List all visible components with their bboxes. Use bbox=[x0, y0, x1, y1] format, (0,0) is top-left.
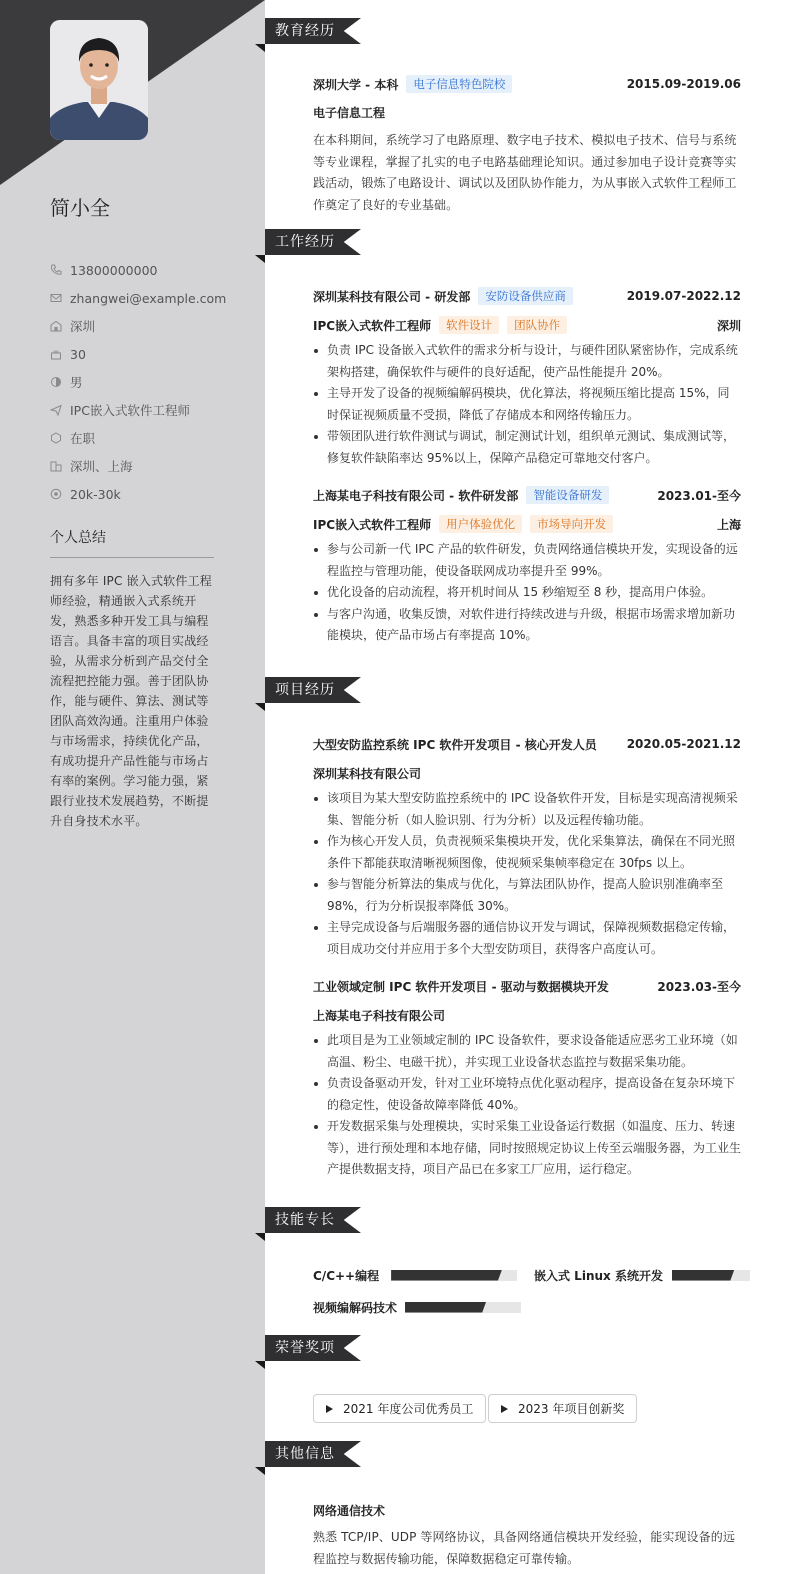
other-desc: 熟悉 TCP/IP、UDP 等网络协议，具备网络通信模块开发经验，能实现设备的远程监控与数据传输功能，保障数据稳定可靠传输。 bbox=[313, 1530, 735, 1566]
project-company-row bbox=[313, 764, 741, 782]
city-icon bbox=[50, 460, 62, 472]
info-gender bbox=[50, 368, 226, 396]
section-other bbox=[255, 1441, 363, 1467]
project-company: 上海某电子科技有限公司 bbox=[313, 1008, 446, 1023]
bullet-item: 该项目为某大型安防监控系统中的 IPC 设备软件开发，目标是实现高清视频采集、智能分析（如人脸识别、行为分析）以及远程传输功能。 bbox=[313, 788, 741, 831]
company-name: 深圳某科技有限公司 - 研发部 bbox=[313, 289, 471, 304]
contact-info-list bbox=[50, 256, 226, 508]
skill-chip: 团队协作 bbox=[507, 316, 567, 334]
project-title: 大型安防监控系统 IPC 软件开发项目 - 核心开发人员 bbox=[313, 737, 597, 752]
bullet-item: 主导完成设备与后端服务器的通信协议开发与调试，保障视频数据稳定传输，项目成功交付并应用于多个大型安防项目，获得客户高度认可。 bbox=[313, 917, 741, 960]
skill-name: 嵌入式 Linux 系统开发 bbox=[534, 1268, 663, 1283]
skill-bar bbox=[391, 1270, 517, 1281]
section-education bbox=[255, 18, 363, 44]
info-city bbox=[50, 452, 226, 480]
company-name: 上海某电子科技有限公司 - 软件研发部 bbox=[313, 488, 519, 503]
info-text: 男 bbox=[70, 375, 83, 390]
role-row bbox=[313, 316, 741, 334]
other-title: 网络通信技术 bbox=[313, 1503, 386, 1518]
info-text: 深圳、上海 bbox=[70, 459, 133, 474]
project-bullets bbox=[313, 788, 741, 960]
ribbon-fold bbox=[255, 44, 265, 52]
info-text: 在职 bbox=[70, 431, 96, 446]
bullet-item: 此项目是为工业领域定制的 IPC 设备软件，要求设备能适应恶劣工业环境（如高温、粉尘、电磁干扰），并实现工业设备状态监控与数据采集功能。 bbox=[313, 1030, 741, 1073]
candidate-name: 简小全 bbox=[50, 196, 110, 220]
bullet-item: 负责设备驱动开发，针对工业环境特点优化驱动程序，提高设备在复杂环境下的稳定性，使设备故障率降低 40%。 bbox=[313, 1073, 741, 1116]
company-tag: 安防设备供应商 bbox=[478, 287, 573, 305]
role-row bbox=[313, 515, 741, 533]
skill-bar bbox=[405, 1302, 521, 1313]
section-title: 项目经历 bbox=[275, 682, 335, 698]
skill-item bbox=[313, 1268, 517, 1282]
bullet-item: 优化设备的启动流程，将开机时间从 15 秒缩短至 8 秒，提高用户体验。 bbox=[313, 582, 741, 604]
work-item-1 bbox=[313, 287, 741, 469]
other-title-row bbox=[313, 1501, 741, 1519]
play-icon bbox=[326, 1405, 333, 1413]
ribbon-fold bbox=[255, 1467, 265, 1475]
info-text: 13800000000 bbox=[70, 262, 158, 278]
bullet-item: 主导开发了设备的视频编解码模块，优化算法，将视频压缩比提高 15%，同时保证视频质量不受损，降低了存储成本和网络传输压力。 bbox=[313, 383, 741, 426]
section-skills bbox=[255, 1207, 363, 1233]
bullet-item: 带领团队进行软件测试与调试，制定测试计划，组织单元测试、集成测试等，修复软件缺陷率达 95%以上，保障产品稳定可靠地交付客户。 bbox=[313, 426, 741, 469]
work-bullets bbox=[313, 539, 741, 647]
project-title: 工业领域定制 IPC 软件开发项目 - 驱动与数据模块开发 bbox=[313, 979, 609, 994]
award-item bbox=[313, 1394, 486, 1423]
info-text: 30 bbox=[70, 346, 86, 362]
work-city: 深圳 bbox=[716, 318, 741, 333]
section-projects bbox=[255, 677, 363, 703]
project-date: 2020.05-2021.12 bbox=[626, 737, 741, 751]
award-item bbox=[488, 1394, 637, 1423]
skill-item bbox=[534, 1268, 750, 1282]
bullet-item: 作为核心开发人员，负责视频采集模块开发，优化采集算法，确保在不同光照条件下都能获取清晰视频图像，使视频采集帧率稳定在 30fps 以上。 bbox=[313, 831, 741, 874]
work-header bbox=[313, 287, 741, 305]
section-title: 工作经历 bbox=[275, 234, 335, 250]
play-icon bbox=[501, 1405, 508, 1413]
project-date: 2023.03-至今 bbox=[657, 979, 741, 994]
role-title: IPC嵌入式软件工程师 bbox=[313, 318, 432, 333]
section-work bbox=[255, 229, 363, 255]
info-age bbox=[50, 340, 226, 368]
project-item-1 bbox=[313, 735, 741, 960]
job-icon bbox=[50, 404, 62, 416]
project-company-row bbox=[313, 1006, 741, 1024]
skill-level-fill bbox=[391, 1270, 502, 1281]
status-icon bbox=[50, 432, 62, 444]
work-date: 2019.07-2022.12 bbox=[626, 289, 741, 303]
info-salary bbox=[50, 480, 226, 508]
bullet-item: 开发数据采集与处理模块，实时采集工业设备运行数据（如温度、压力、转速等），进行预处理和本地存储，同时按照规定协议上传至云端服务器，为工业生产提供数据支持，项目产品已在多家工厂应用，运行稳定。 bbox=[313, 1116, 741, 1181]
education-desc: 在本科期间，系统学习了电路原理、数字电子技术、模拟电子技术、信号与系统等专业课程，掌握了扎实的电子电路基础理论知识。通过参加电子设计竞赛等实践活动，锻炼了电路设计、调试以及团队协作能力，为从事嵌入式软件工程师工作奠定了良好的专业基础。 bbox=[313, 133, 737, 212]
education-header bbox=[313, 75, 741, 93]
ribbon-fold bbox=[255, 703, 265, 711]
skill-chip: 软件设计 bbox=[439, 316, 499, 334]
project-header bbox=[313, 977, 741, 995]
major-name: 电子信息工程 bbox=[313, 105, 386, 120]
gender-icon bbox=[50, 376, 62, 388]
info-text: 20k-30k bbox=[70, 486, 121, 502]
major-row bbox=[313, 103, 741, 121]
section-honors bbox=[255, 1335, 363, 1361]
summary-title: 个人总结 bbox=[50, 527, 214, 558]
bullet-item: 参与公司新一代 IPC 产品的软件研发，负责网络通信模块开发，实现设备的远程监控与管理功能，使设备联网成功率提升至 99%。 bbox=[313, 539, 741, 582]
project-company: 深圳某科技有限公司 bbox=[313, 766, 422, 781]
education-date: 2015.09-2019.06 bbox=[626, 77, 741, 91]
ribbon-fold bbox=[255, 1361, 265, 1369]
project-header bbox=[313, 735, 741, 753]
skill-name: 视频编解码技术 bbox=[313, 1300, 398, 1315]
work-header bbox=[313, 486, 741, 504]
award-name: 2023 年项目创新奖 bbox=[518, 1402, 625, 1416]
info-text: 深圳 bbox=[70, 319, 96, 334]
bullet-item: 参与智能分析算法的集成与优化，与算法团队协作，提高人脸识别准确率至 98%，行为分析误报率降低 30%。 bbox=[313, 874, 741, 917]
work-city: 上海 bbox=[716, 517, 741, 532]
info-location bbox=[50, 312, 226, 340]
info-text: IPC嵌入式软件工程师 bbox=[70, 403, 190, 418]
school-name: 深圳大学 - 本科 bbox=[313, 77, 399, 92]
project-item-2 bbox=[313, 977, 741, 1181]
ribbon-fold bbox=[255, 255, 265, 263]
skill-name: C/C++编程 bbox=[313, 1268, 380, 1283]
company-tag: 智能设备研发 bbox=[526, 486, 609, 504]
info-text: zhangwei@example.com bbox=[70, 290, 227, 306]
ribbon-fold bbox=[255, 1233, 265, 1241]
skill-chip: 用户体验优化 bbox=[439, 515, 522, 533]
section-title: 技能专长 bbox=[275, 1212, 335, 1228]
project-bullets bbox=[313, 1030, 741, 1181]
award-name: 2021 年度公司优秀员工 bbox=[343, 1402, 474, 1416]
work-date: 2023.01-至今 bbox=[657, 488, 741, 503]
role-title: IPC嵌入式软件工程师 bbox=[313, 517, 432, 532]
skill-level-fill bbox=[672, 1270, 734, 1281]
info-phone bbox=[50, 256, 226, 284]
info-email bbox=[50, 284, 226, 312]
skill-item bbox=[313, 1300, 521, 1314]
other-block bbox=[313, 1501, 741, 1570]
bullet-item: 与客户沟通，收集反馈，对软件进行持续改进与升级，根据市场需求增加新功能模块，使产品市场占有率提高 10%。 bbox=[313, 604, 741, 647]
skill-bar bbox=[672, 1270, 750, 1281]
bullet-item: 负责 IPC 设备嵌入式软件的需求分析与设计，与硬件团队紧密协作，完成系统架构搭建，确保软件与硬件的良好适配，使产品性能提升 20%。 bbox=[313, 340, 741, 383]
info-job bbox=[50, 396, 226, 424]
skill-chip: 市场导向开发 bbox=[530, 515, 613, 533]
age-icon bbox=[50, 348, 62, 360]
section-title: 荣誉奖项 bbox=[275, 1340, 335, 1356]
phone-icon bbox=[50, 264, 62, 276]
mail-icon bbox=[50, 292, 62, 304]
location-icon bbox=[50, 320, 62, 332]
sidebar bbox=[0, 0, 265, 1574]
education-block bbox=[313, 75, 741, 216]
section-title: 其他信息 bbox=[275, 1446, 335, 1462]
salary-icon bbox=[50, 488, 62, 500]
work-item-2 bbox=[313, 486, 741, 647]
school-tag: 电子信息特色院校 bbox=[406, 75, 512, 93]
work-bullets bbox=[313, 340, 741, 469]
section-title: 教育经历 bbox=[275, 23, 335, 39]
avatar-photo bbox=[50, 20, 148, 140]
avatar bbox=[50, 20, 148, 140]
skill-level-fill bbox=[405, 1302, 486, 1313]
summary-text: 拥有多年 IPC 嵌入式软件工程师经验，精通嵌入式系统开发，熟悉多种开发工具与编程语言。具备丰富的项目实战经验，从需求分析到产品交付全流程把控能力强。善于团队协作，能与硬件、算法、测试等团队高效沟通。注重用户体验与市场需求，持续优化产品，有成功提升产品性能与市场占有率的案例。学习能力强，紧跟行业技术发展趋势，不断提升自身技术水平。 bbox=[50, 574, 212, 828]
info-status bbox=[50, 424, 226, 452]
